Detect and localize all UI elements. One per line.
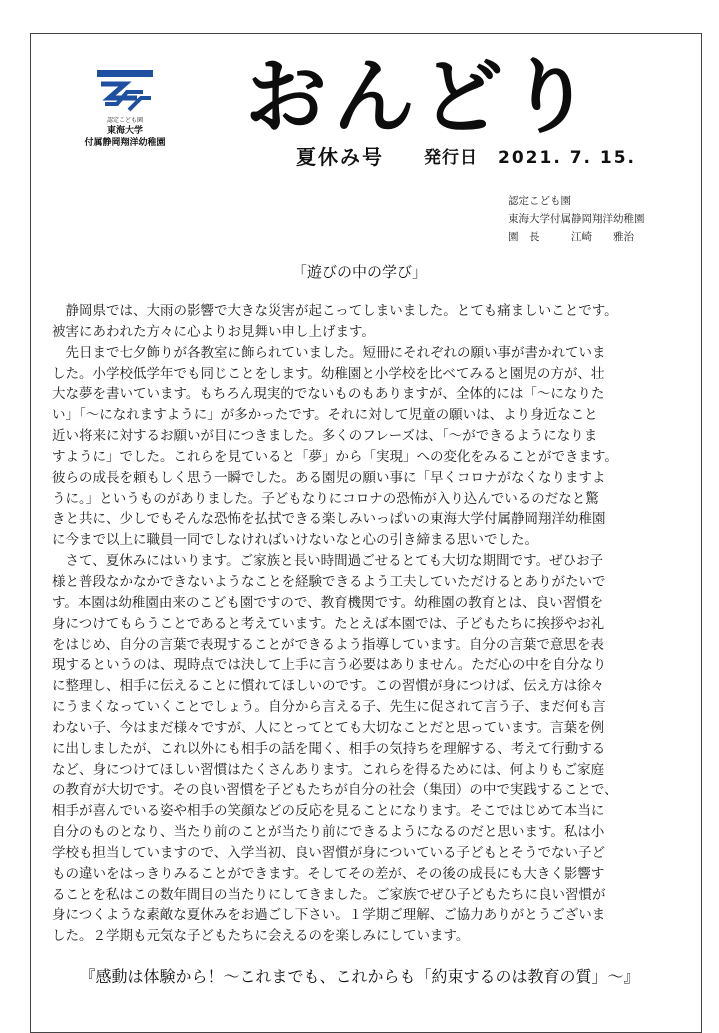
article-line: い」「～になれますように」が多かったです。それに対して児童の願いは、より身近なこと	[52, 407, 598, 424]
article-title: 「遊びの中の学び」	[291, 263, 427, 281]
article-line: わない子、今はまだ様々ですが、人にとってとても大切なことだと思っています。言葉を例	[52, 719, 605, 736]
article-line: ることを私はこの数年間目の当たりにしてきました。ご家族でぜひ子どもたちに良い習慣が	[52, 886, 606, 903]
article-line: 先日まで七夕飾りが各教室に飾られていました。短冊にそれぞれの願い事が書かれていま	[52, 344, 606, 361]
article-line: 大な夢を書いています。もちろん現実的でないものもありますが、全体的には「～になりた	[52, 386, 605, 403]
article-line: 静岡県では、大雨の影響で大きな災害が起こってしまいました。とても痛ましいことです。	[52, 303, 618, 319]
school-logo	[74, 68, 176, 149]
article-line: 身につけてもらうことであると考えています。たとえば本園では、子どもたちに挨拶やお礼	[52, 615, 605, 632]
article-line: に整理し、相手に伝えることに慣れてほしいのです。この習慣が身につけば、伝え方は徐々	[52, 678, 605, 695]
article-line: をはじめ、自分の言葉で表現することができるよう指導しています。自分の言葉で意思を表	[52, 636, 604, 653]
article-line: した。小学校低学年でも同じことをします。幼稚園と小学校を比べてみると園児の方が、壮	[52, 365, 605, 382]
logo-line-accreditation: 認定こども園	[106, 117, 143, 124]
article-line: など、身につけてほしい習慣はたくさんあります。これらを得るためには、何よりもご家庭	[52, 761, 605, 778]
article-line: した。２学期も元気な子どもたちに会えるのを楽しみにしています。	[52, 928, 470, 945]
article-line: うに。」というものがありました。子どもなりにコロナの恐怖が入り込んでいるのだなと驚	[52, 490, 599, 507]
article-line: 身につくような素敵な夏休みをお過ごし下さい。１学期ご理解、ご協力ありがとうございま	[52, 907, 606, 924]
sender-principal: 園 長 江崎 雅治	[508, 231, 634, 243]
article-line: 近い将来に対するお願いが目につきました。多くのフレーズは、「～ができるようになりま	[52, 428, 598, 445]
article-line: 現するというのは、現時点では決して上手に言う必要はありません。ただ心の中を自分なり	[52, 657, 607, 674]
article-line: すように」でした。これらを見ていると「夢」から「実現」への変化をみることができます。	[52, 448, 618, 465]
article-line: 被害にあわれた方々に心よりお見舞い申し上げます。	[52, 323, 375, 340]
sender-block	[508, 192, 645, 246]
article-line: きと共に、少しでもそんな恐怖を払拭できる楽しみいっぱいの東海大学付属静岡翔洋幼稚園	[52, 511, 606, 528]
article-line: に出しましたが、これ以外にも相手の話を聞く、相手の気持ちを理解する、考えて行動する	[52, 740, 606, 757]
sender-org-type: 認定こども園	[508, 195, 571, 207]
sender-org-name: 東海大学付属静岡翔洋幼稚園	[508, 213, 645, 225]
article-line: 相手が喜んでいる姿や相手の笑顔などの反応を見ることになります。そこではじめて本当に	[52, 803, 605, 820]
publication-date	[424, 143, 636, 168]
article-line: にうまくなっていくことでしょう。自分から言える子、先生に促されて言う子、まだ何も言	[52, 699, 606, 716]
newsletter-title: おんどり	[244, 50, 597, 145]
article-line: す。本園は幼稚園由来のこども園ですので、教育機関です。幼稚園の教育とは、良い習慣を	[52, 594, 604, 611]
article-line: 自分のものとなり、当たり前のことが当たり前にできるようになるのだと思います。私は小	[52, 824, 605, 841]
article-line: の教育が大切です。その良い習慣を子どもたちが自分の社会（集団）の中で実践することで、	[52, 782, 618, 799]
logo-line-university: 東海大学	[106, 126, 143, 136]
article-line: に今まで以上に職員一同でしなければいけないなと心の引き締まる思いでした。	[52, 532, 538, 549]
article-line: さて、夏休みにはいります。ご家族と長い時間過ごせるとても大切な期間です。ぜひお子	[52, 553, 604, 570]
article-line: 学校も担当していますので、入学当初、良い習慣が身についている子どもとそうでない子ど	[52, 844, 605, 861]
article-line: 彼らの成長を頼もしく思う一瞬でした。ある園児の願い事に「早くコロナがなくなりますよ	[52, 469, 606, 486]
closing-motto: 『感動は体験から！～これまでも、これからも「約束するのは教育の質」～』	[79, 967, 640, 986]
publication-date-value: 2021. 7. 15.	[498, 148, 637, 168]
logo-line-kindergarten: 付属静岡翔洋幼稚園	[84, 138, 166, 148]
school-emblem-icon	[95, 68, 155, 114]
article-line: 様と普段なかなかできないようなことを経験できるよう工夫していただけるとありがたいで	[52, 573, 606, 590]
article-line: もの違いをはっきりみることができます。そしてその差が、その後の成長にも大きく影響す	[52, 865, 605, 882]
issue-name: 夏休み号	[296, 145, 384, 169]
publication-date-label: 発行日	[424, 148, 478, 168]
article-body	[52, 301, 680, 947]
